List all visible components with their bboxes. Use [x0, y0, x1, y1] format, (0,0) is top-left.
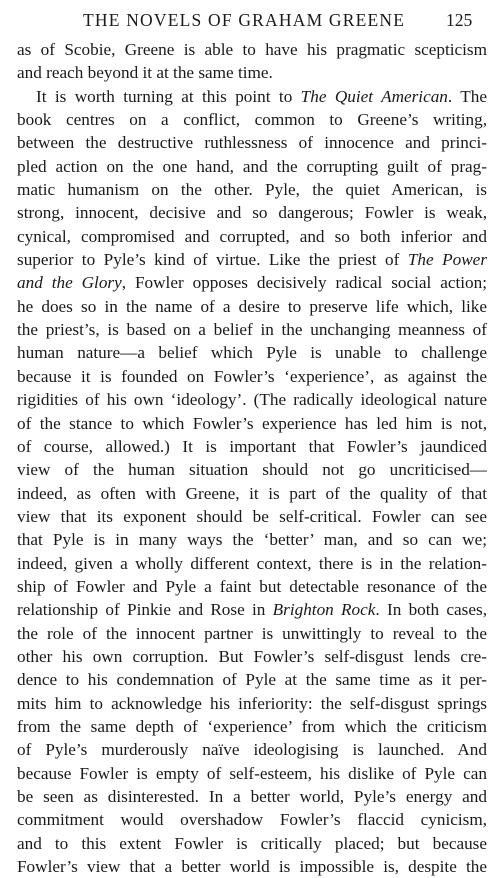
text-run: . The — [447, 86, 487, 106]
text-run: because Fowler is empty of self-esteem, his dislike of Pyle can — [17, 763, 487, 783]
text-line — [17, 762, 487, 785]
text-run: and reach beyond it at the same time. — [17, 63, 273, 83]
text-run: of Pyle’s murderously naïve ideologising is launched. And — [17, 740, 487, 760]
text-run: he does so in the name of a desire to preserve life which, like — [17, 296, 487, 316]
text-line — [17, 225, 487, 248]
text-line — [17, 482, 487, 505]
text-line — [17, 412, 487, 435]
text-run: from the same depth of ‘experience’ from which the criticism — [17, 716, 487, 736]
text-run: It is worth turning at this point to — [36, 86, 301, 106]
italic-title: The Quiet American — [300, 86, 448, 106]
text-line — [17, 155, 487, 178]
text-run: as of Scobie, Greene is able to have his pragmatic scepticism — [17, 40, 487, 59]
body-text — [17, 38, 487, 878]
text-run: be seen as disinterested. In a better world, Pyle’s energy and — [17, 787, 487, 806]
text-line — [17, 388, 487, 411]
text-run: of course, allowed.) It is important that Fowler’s jaundiced — [17, 436, 487, 456]
text-run: Fowler’s view that a better world is impossible is, despite the — [17, 857, 487, 877]
text-line — [17, 808, 487, 831]
text-line — [17, 38, 487, 61]
text-run: other his own corruption. But Fowler’s self-disgust lends cre- — [17, 646, 487, 666]
italic-title: and the Glory — [17, 273, 122, 293]
text-run: indeed, given a wholly different context, there is in the relation- — [17, 553, 487, 573]
text-run: matic humanism on the other. Pyle, the quiet American, is — [17, 180, 487, 200]
text-line — [17, 645, 487, 668]
text-run: rigidities of his own ‘ideology’. (The radically ideological nature — [17, 390, 487, 410]
text-run: , Fowler opposes decisively radical social action; — [121, 273, 487, 293]
text-run: strong, innocent, decisive and so dangerous; Fowler is weak, — [17, 203, 487, 223]
italic-title: Brighton Rock — [272, 600, 376, 620]
text-run: indeed, as often with Greene, it is part of the quality of that — [17, 483, 487, 503]
text-line — [17, 715, 487, 738]
text-line — [17, 575, 487, 598]
page-header — [0, 6, 500, 32]
text-line — [17, 61, 487, 84]
text-run: view of the human situation should not go uncriticised— — [17, 460, 487, 480]
text-line — [17, 365, 487, 388]
paragraph — [17, 38, 487, 85]
text-run: between the destructive ruthlessness of innocence and princi- — [17, 133, 487, 153]
text-line — [17, 785, 487, 808]
text-run: of the stance to which Fowler’s experience has led him is not, — [17, 413, 487, 433]
text-line — [17, 528, 487, 551]
text-line — [17, 738, 487, 761]
text-line — [17, 832, 487, 855]
text-run: because it is founded on Fowler’s ‘experience’, as against the — [17, 366, 487, 386]
text-line — [17, 552, 487, 575]
text-run: view that its exponent should be self-critical. Fowler can see — [17, 506, 487, 526]
text-line — [17, 295, 487, 318]
text-line — [17, 271, 487, 294]
text-run: and to this extent Fowler is critically placed; but because — [17, 833, 487, 853]
text-line — [17, 318, 487, 341]
text-run: relationship of Pinkie and Rose in — [17, 600, 273, 620]
text-run: ship of Fowler and Pyle a faint but detectable resonance of the — [17, 576, 487, 596]
text-line — [17, 341, 487, 364]
page-number: 125 — [446, 10, 473, 30]
text-run: the priest’s, is based on a belief in the unchanging meanness of — [17, 320, 487, 340]
text-run: superior to Pyle’s kind of virtue. Like the priest of — [17, 250, 408, 270]
italic-title: The Power — [407, 250, 487, 270]
text-line — [17, 85, 487, 108]
text-run: commitment would overshadow Fowler’s flaccid cynicism, — [17, 810, 487, 830]
text-line — [17, 855, 487, 878]
running-head: THE NOVELS OF GRAHAM GREENE — [83, 10, 406, 30]
text-run: book centres on a conflict, common to Greene’s writing, — [17, 110, 487, 130]
text-run: . In both cases, — [375, 600, 487, 620]
text-line — [17, 248, 487, 271]
text-line — [17, 201, 487, 224]
text-run: mits him to acknowledge his inferiority: the self-disgust springs — [17, 693, 487, 713]
text-line — [17, 131, 487, 154]
text-line — [17, 505, 487, 528]
text-line — [17, 435, 487, 458]
text-line — [17, 692, 487, 715]
paragraph — [17, 85, 487, 878]
text-line — [17, 178, 487, 201]
text-run: human nature—a belief which Pyle is unable to challenge — [17, 343, 487, 363]
text-run: cynical, compromised and corrupted, and so both inferior and — [17, 226, 487, 246]
text-run: that Pyle is in many ways the ‘better’ man, and so can we; — [17, 530, 487, 550]
text-line — [17, 668, 487, 691]
text-line — [17, 458, 487, 481]
text-run: dence to his condemnation of Pyle at the same time as it per- — [17, 670, 487, 690]
text-line — [17, 598, 487, 621]
text-run: pled action on the one hand, and the corrupting guilt of prag- — [17, 156, 487, 176]
text-run: the role of the innocent partner is unwittingly to reveal to the — [17, 623, 487, 643]
text-line — [17, 622, 487, 645]
text-line — [17, 108, 487, 131]
